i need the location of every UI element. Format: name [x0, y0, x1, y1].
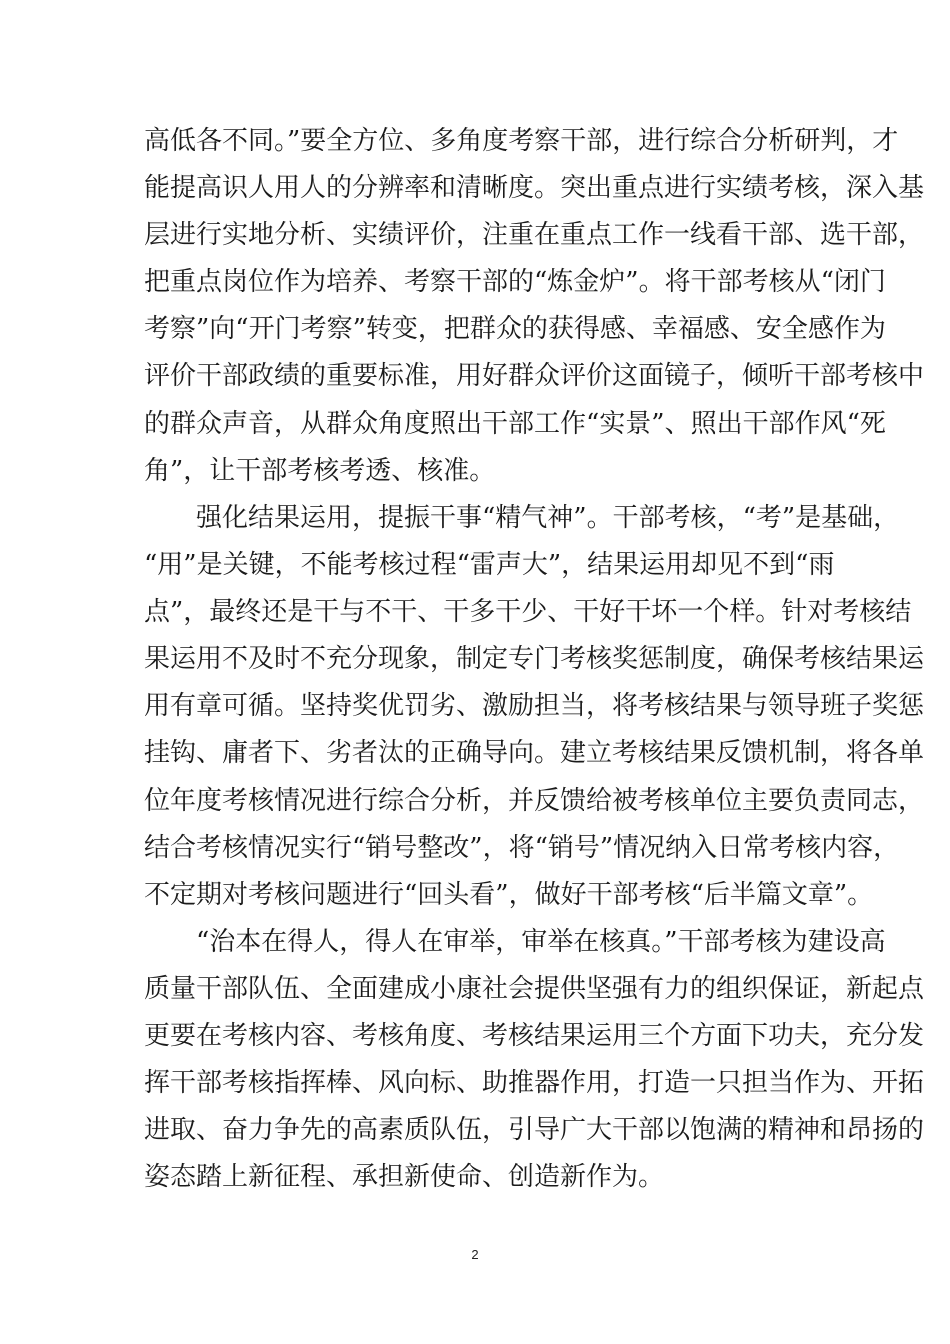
- text-line: 把重点岗位作为培养、考察干部的“炼金炉”。将干部考核从“闭门: [144, 267, 886, 297]
- text-line: “用”是关键，不能考核过程“雷声大”，结果运用却见不到“雨: [144, 550, 835, 580]
- text-line: 评价干部政绩的重要标准，用好群众评价这面镜子，倾听干部考核中: [144, 361, 925, 391]
- text-line: 高低各不同。”要全方位、多角度考察干部，进行综合分析研判，才: [144, 126, 899, 156]
- text-line: 考察”向“开门考察”转变，把群众的获得感、幸福感、安全感作为: [144, 314, 886, 344]
- page-number: 2: [471, 1247, 479, 1262]
- text-line: 角”，让干部考核考透、核准。: [144, 456, 496, 486]
- paragraph-start-line: “治本在得人，得人在审举，审举在核真。”干部考核为建设高: [144, 927, 886, 957]
- text-line: 层进行实地分析、实绩评价，注重在重点工作一线看干部、选干部，: [144, 220, 925, 250]
- text-line: 能提高识人用人的分辨率和清晰度。突出重点进行实绩考核，深入基: [144, 173, 925, 203]
- text-line: 质量干部队伍、全面建成小康社会提供坚强有力的组织保证，新起点: [144, 974, 925, 1004]
- text-line: 点”，最终还是干与不干、干多干少、干好干坏一个样。针对考核结: [144, 597, 912, 627]
- text-line: 进取、奋力争先的高素质队伍，引导广大干部以饱满的精神和昂扬的: [144, 1115, 925, 1145]
- text-line: 结合考核情况实行“销号整改”，将“销号”情况纳入日常考核内容，: [144, 833, 900, 863]
- text-line: 挥干部考核指挥棒、风向标、助推器作用，打造一只担当作为、开拓: [144, 1068, 925, 1098]
- text-line: 姿态踏上新征程、承担新使命、创造新作为。: [144, 1162, 665, 1192]
- text-line: 的群众声音，从群众角度照出干部工作“实景”、照出干部作风“死: [144, 409, 886, 439]
- text-line: 挂钩、庸者下、劣者汰的正确导向。建立考核结果反馈机制，将各单: [144, 738, 925, 768]
- text-line: 用有章可循。坚持奖优罚劣、激励担当，将考核结果与领导班子奖惩: [144, 691, 925, 721]
- text-line: 果运用不及时不充分现象，制定专门考核奖惩制度，确保考核结果运: [144, 644, 925, 674]
- text-line: 位年度考核情况进行综合分析，并反馈给被考核单位主要负责同志，: [144, 786, 925, 816]
- text-line: 不定期对考核问题进行“回头看”，做好干部考核“后半篇文章”。: [144, 880, 874, 910]
- text-line: 更要在考核内容、考核角度、考核结果运用三个方面下功夫，充分发: [144, 1021, 925, 1051]
- paragraph-start-line: 强化结果运用，提振干事“精气神”。干部考核，“考”是基础，: [144, 503, 900, 533]
